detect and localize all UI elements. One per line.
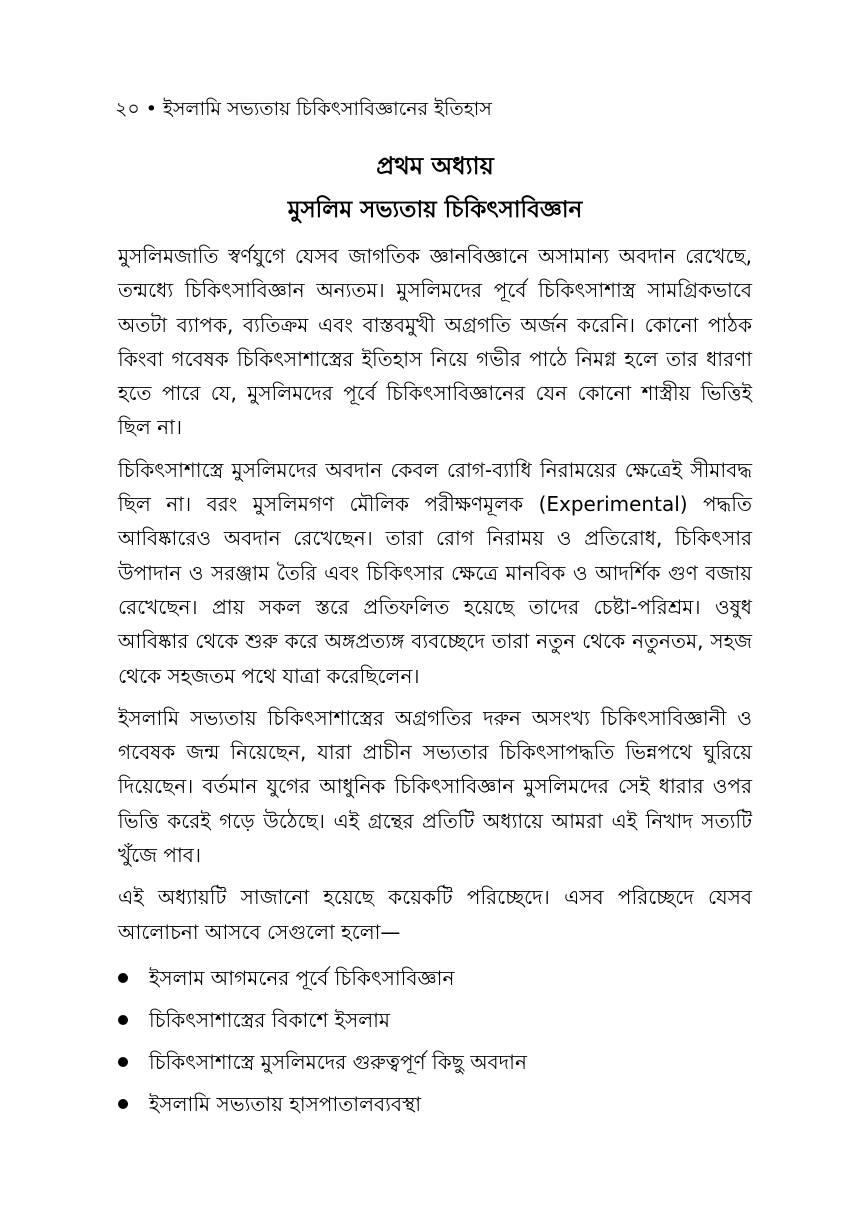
list-item-label: ইসলাম আগমনের পূর্বে চিকিৎসাবিজ্ঞান xyxy=(149,965,455,990)
paragraph-4: এই অধ্যায়টি সাজানো হয়েছে কয়েকটি পরিচ্ছেদে। এসব পরিচ্ছেদে যেসব আলোচনা আসবে সেগুলো হলো— xyxy=(118,885,752,944)
list-item xyxy=(118,965,752,991)
running-header: ২০ • ইসলামি সভ্যতায় চিকিৎসাবিজ্ঞানের ইতিহাস xyxy=(115,98,492,120)
list-item-label: ইসলামি সভ্যতায় হাসপাতালব্যবস্থা xyxy=(149,1091,422,1116)
paragraph-2: চিকিৎসাশাস্ত্রে মুসলিমদের অবদান কেবল রোগ-ব্যাধি নিরাময়ের ক্ষেত্রেই সীমাবদ্ধ ছিল না। বরং মুসলিমগণ মৌলিক পরীক্ষণমূলক (Experimental) পদ্ধতি আবিষ্কারেও অবদান রেখেছেন। তারা রোগ নিরাময় ও প্রতিরোধ, চিকিৎসার উপাদান ও সরঞ্জাম তৈরি এবং চিকিৎসার ক্ষেত্রে মানবিক ও আদর্শিক গুণ বজায় রেখেছেন। প্রায় সকল স্তরে প্রতিফলিত হয়েছে তাদের চেষ্টা-পরিশ্রম। ওষুধ আবিষ্কার থেকে শুরু করে অঙ্গপ্রত্যঙ্গ ব্যবচ্ছেদে তারা নতুন থেকে নতুনতম, সহজ থেকে সহজতম পথে যাত্রা করেছিলেন। xyxy=(118,457,752,688)
chapter-title: প্রথম অধ্যায় xyxy=(376,152,494,180)
bullet-icon xyxy=(118,1015,128,1025)
paragraph-1: মুসলিমজাতি স্বর্ণযুগে যেসব জাগতিক জ্ঞানবিজ্ঞানে অসামান্য অবদান রেখেছে, তন্মধ্যে চিকিৎসাবিজ্ঞান অন্যতম। মুসলিমদের পূর্বে চিকিৎসাশাস্ত্র সামগ্রিকভাবে অতটা ব্যাপক, ব্যতিক্রম এবং বাস্তবমুখী অগ্রগতি অর্জন করেনি। কোনো পাঠক কিংবা গবেষক চিকিৎসাশাস্ত্রের ইতিহাস নিয়ে গভীর পাঠে নিমগ্ন হলে তার ধারণা হতে পারে যে, মুসলিমদের পূর্বে চিকিৎসাবিজ্ঞানের যেন কোনো শাস্ত্রীয় ভিত্তিই ছিল না। xyxy=(118,244,752,440)
section-title: মুসলিম সভ্যতায় চিকিৎসাবিজ্ঞান xyxy=(287,197,583,223)
paragraph-3: ইসলামি সভ্যতায় চিকিৎসাশাস্ত্রের অগ্রগতির দরুন অসংখ্য চিকিৎসাবিজ্ঞানী ও গবেষক জন্ম নিয়েছেন, যারা প্রাচীন সভ্যতার চিকিৎসাপদ্ধতি ভিন্নপথে ঘুরিয়ে দিয়েছেন। বর্তমান যুগের আধুনিক চিকিৎসাবিজ্ঞান মুসলিমদের সেই ধারার ওপর ভিত্তি করেই গড়ে উঠেছে। এই গ্রন্থের প্রতিটি অধ্যায়ে আমরা এই নিখাদ সত্যটি খুঁজে পাব। xyxy=(118,705,752,868)
list-item-label: চিকিৎসাশাস্ত্রের বিকাশে ইসলাম xyxy=(149,1007,391,1032)
bullet-icon xyxy=(118,1099,128,1109)
bullet-icon xyxy=(118,973,128,983)
bullet-icon xyxy=(118,1057,128,1067)
topic-list xyxy=(118,965,752,1117)
list-item xyxy=(118,1007,752,1033)
list-item xyxy=(118,1091,752,1117)
list-item-label: চিকিৎসাশাস্ত্রে মুসলিমদের গুরুত্বপূর্ণ কিছু অবদান xyxy=(149,1049,527,1074)
list-item xyxy=(118,1049,752,1075)
book-page xyxy=(115,96,752,1133)
